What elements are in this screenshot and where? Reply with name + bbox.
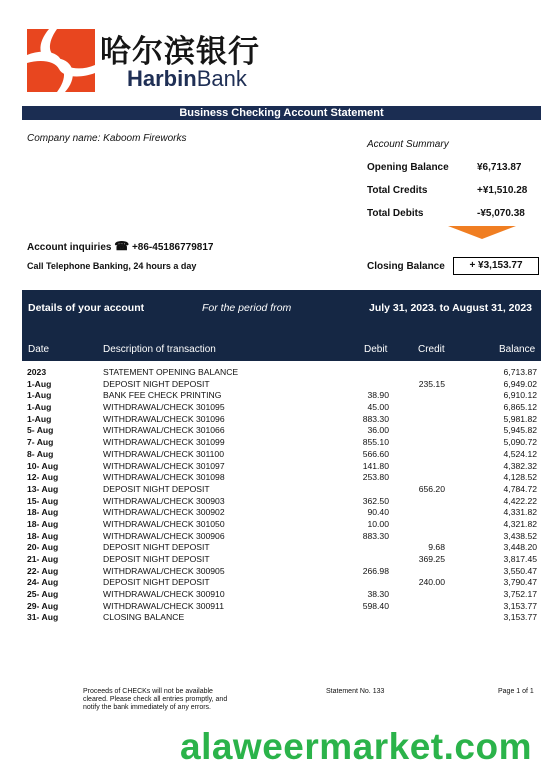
row-balance: 6,949.02 — [503, 378, 537, 389]
row-date: 18- Aug — [27, 507, 59, 518]
footer-note-line: cleared. Please check all entries promptly, and — [83, 696, 228, 703]
column-date: Date — [28, 344, 50, 355]
table-row — [27, 484, 537, 496]
row-balance: 4,128.52 — [503, 472, 537, 483]
row-balance: 5,981.82 — [503, 413, 537, 424]
statement-number: Statement No. 133 — [326, 688, 385, 695]
table-row — [27, 601, 537, 613]
row-description: DEPOSIT NIGHT DEPOSIT — [103, 577, 210, 588]
total-credits-value: +¥1,510.28 — [477, 185, 528, 196]
row-date: 15- Aug — [27, 495, 59, 506]
row-date: 2023 — [27, 367, 47, 377]
row-balance: 3,817.45 — [503, 554, 537, 564]
row-balance: 3,438.52 — [503, 530, 537, 541]
bank-logo-mark — [27, 29, 95, 92]
row-debit: 36.00 — [367, 425, 389, 436]
row-date: 10- Aug — [27, 460, 59, 471]
row-credit: 9.68 — [428, 542, 445, 553]
closing-balance-label: Closing Balance — [367, 261, 445, 272]
page-number: Page 1 of 1 — [498, 688, 534, 695]
row-date: 13- Aug — [27, 483, 59, 494]
row-date: 25- Aug — [27, 589, 59, 600]
row-balance: 3,448.20 — [503, 542, 537, 553]
inquiries-phone: +86-45186779817 — [131, 242, 214, 253]
row-debit: 566.60 — [362, 448, 389, 459]
row-debit: 45.00 — [367, 402, 389, 413]
column-description: Description of transaction — [103, 344, 216, 355]
table-row — [27, 425, 537, 437]
row-description: WITHDRAWAL/CHECK 301066 — [103, 425, 225, 436]
opening-balance-value: ¥6,713.87 — [477, 162, 522, 173]
row-balance: 4,331.82 — [503, 507, 537, 518]
row-date: 12- Aug — [27, 472, 59, 483]
row-description: CLOSING BALANCE — [103, 612, 185, 623]
company-name: Company name: Kaboom Fireworks — [27, 133, 187, 144]
row-balance: 3,752.17 — [503, 589, 537, 600]
table-row — [27, 554, 537, 566]
row-debit: 362.50 — [362, 495, 389, 506]
footer-note-line: Proceeds of CHECKs will not be available — [83, 688, 213, 695]
row-balance: 5,945.82 — [503, 425, 537, 436]
row-debit: 883.30 — [362, 530, 389, 541]
row-description: WITHDRAWAL/CHECK 301099 — [103, 437, 225, 448]
row-credit: 656.20 — [418, 483, 445, 494]
details-title: Details of your account — [28, 302, 145, 314]
period-label: For the period from — [202, 302, 292, 314]
transactions-header — [22, 290, 541, 361]
bank-name-english: HarbinBank — [127, 66, 247, 91]
row-description: WITHDRAWAL/CHECK 300911 — [103, 600, 224, 611]
bank-name-chinese: 哈尔滨银行 — [100, 34, 260, 70]
row-description: WITHDRAWAL/CHECK 301097 — [103, 460, 225, 471]
column-debit: Debit — [364, 344, 388, 355]
row-balance: 6,865.12 — [503, 402, 537, 413]
row-debit: 598.40 — [362, 600, 389, 611]
total-debits-label: Total Debits — [367, 208, 424, 219]
row-description: WITHDRAWAL/CHECK 300902 — [103, 507, 225, 518]
row-description: WITHDRAWAL/CHECK 300905 — [103, 565, 225, 576]
row-balance: 4,382.32 — [503, 460, 537, 471]
row-description: WITHDRAWAL/CHECK 300903 — [103, 495, 225, 506]
row-balance: 3,790.47 — [503, 577, 537, 588]
row-description: WITHDRAWAL/CHECK 300910 — [103, 589, 225, 600]
row-date: 18- Aug — [27, 530, 59, 541]
row-date: 5- Aug — [27, 425, 54, 436]
closing-balance-value: + ¥3,153.77 — [453, 257, 539, 275]
row-credit: 235.15 — [418, 378, 445, 389]
row-debit: 38.90 — [367, 390, 389, 401]
column-credit: Credit — [418, 344, 445, 355]
row-balance: 6,910.12 — [503, 390, 537, 401]
row-description: WITHDRAWAL/CHECK 300906 — [103, 530, 225, 541]
column-balance: Balance — [499, 344, 536, 355]
table-row — [27, 367, 537, 379]
table-row — [27, 437, 537, 449]
table-row — [27, 542, 537, 554]
table-row — [27, 531, 537, 543]
table-row — [27, 402, 537, 414]
row-balance: 3,550.47 — [503, 565, 537, 576]
table-row — [27, 472, 537, 484]
bank-logo-icon — [27, 29, 95, 92]
row-description: WITHDRAWAL/CHECK 301095 — [103, 402, 225, 413]
statement-title: Business Checking Account Statement — [22, 106, 541, 120]
row-date: 7- Aug — [27, 437, 54, 448]
row-date: 22- Aug — [27, 565, 59, 576]
telephone-icon: ☎ — [114, 239, 130, 253]
watermark: alaweermarket.com — [180, 726, 532, 767]
footer-note — [83, 688, 227, 712]
row-debit: 10.00 — [367, 518, 389, 529]
row-balance: 6,713.87 — [503, 367, 537, 377]
inquiries-label: Account inquiries — [27, 242, 112, 253]
row-description: BANK FEE CHECK PRINTING — [103, 390, 222, 401]
transactions-table — [27, 367, 537, 624]
table-row — [27, 589, 537, 601]
opening-balance-label: Opening Balance — [367, 162, 449, 173]
row-balance: 5,090.72 — [503, 437, 537, 448]
row-date: 21- Aug — [27, 554, 59, 564]
row-date: 1-Aug — [27, 413, 52, 424]
row-description: WITHDRAWAL/CHECK 301096 — [103, 413, 225, 424]
row-credit: 240.00 — [418, 577, 445, 588]
account-inquiries — [27, 239, 213, 253]
row-description: DEPOSIT NIGHT DEPOSIT — [103, 542, 210, 553]
table-row — [27, 519, 537, 531]
table-row — [27, 612, 537, 624]
row-debit: 141.80 — [362, 460, 389, 471]
row-date: 31- Aug — [27, 612, 59, 623]
summary-title: Account Summary — [367, 139, 449, 150]
table-row — [27, 566, 537, 578]
row-description: WITHDRAWAL/CHECK 301098 — [103, 472, 225, 483]
row-description: DEPOSIT NIGHT DEPOSIT — [103, 554, 210, 564]
row-debit: 90.40 — [367, 507, 389, 518]
period-range: July 31, 2023. to August 31, 2023 — [369, 302, 533, 314]
row-balance: 4,422.22 — [503, 495, 537, 506]
row-credit: 369.25 — [418, 554, 445, 564]
row-date: 29- Aug — [27, 600, 59, 611]
row-date: 1-Aug — [27, 378, 52, 389]
table-row — [27, 449, 537, 461]
row-description: DEPOSIT NIGHT DEPOSIT — [103, 483, 210, 494]
row-debit: 266.98 — [362, 565, 389, 576]
row-date: 18- Aug — [27, 518, 59, 529]
row-debit: 855.10 — [362, 437, 389, 448]
row-description: DEPOSIT NIGHT DEPOSIT — [103, 378, 210, 389]
row-description: WITHDRAWAL/CHECK 301100 — [103, 448, 224, 459]
row-debit: 883.30 — [362, 413, 389, 424]
row-description: STATEMENT OPENING BALANCE — [103, 367, 239, 377]
table-row — [27, 507, 537, 519]
table-row — [27, 577, 537, 589]
row-debit: 38.30 — [367, 589, 389, 600]
table-row — [27, 414, 537, 426]
footer-note-line: notify the bank immediately of any errors. — [83, 704, 212, 711]
row-description: WITHDRAWAL/CHECK 301050 — [103, 518, 225, 529]
down-arrow-icon — [448, 226, 516, 239]
row-balance: 4,321.82 — [503, 518, 537, 529]
row-date: 1-Aug — [27, 390, 52, 401]
row-date: 24- Aug — [27, 577, 59, 588]
table-row — [27, 390, 537, 402]
row-balance: 4,784.72 — [503, 483, 537, 494]
row-date: 8- Aug — [27, 448, 54, 459]
table-row — [27, 461, 537, 473]
row-balance: 3,153.77 — [503, 612, 537, 623]
row-date: 20- Aug — [27, 542, 59, 553]
row-balance: 4,524.12 — [503, 448, 537, 459]
total-debits-value: -¥5,070.38 — [477, 208, 525, 219]
table-row — [27, 496, 537, 508]
row-date: 1-Aug — [27, 402, 52, 413]
row-debit: 253.80 — [362, 472, 389, 483]
total-credits-label: Total Credits — [367, 185, 428, 196]
row-balance: 3,153.77 — [503, 600, 537, 611]
table-row — [27, 379, 537, 391]
telephone-banking-note: Call Telephone Banking, 24 hours a day — [27, 261, 197, 271]
